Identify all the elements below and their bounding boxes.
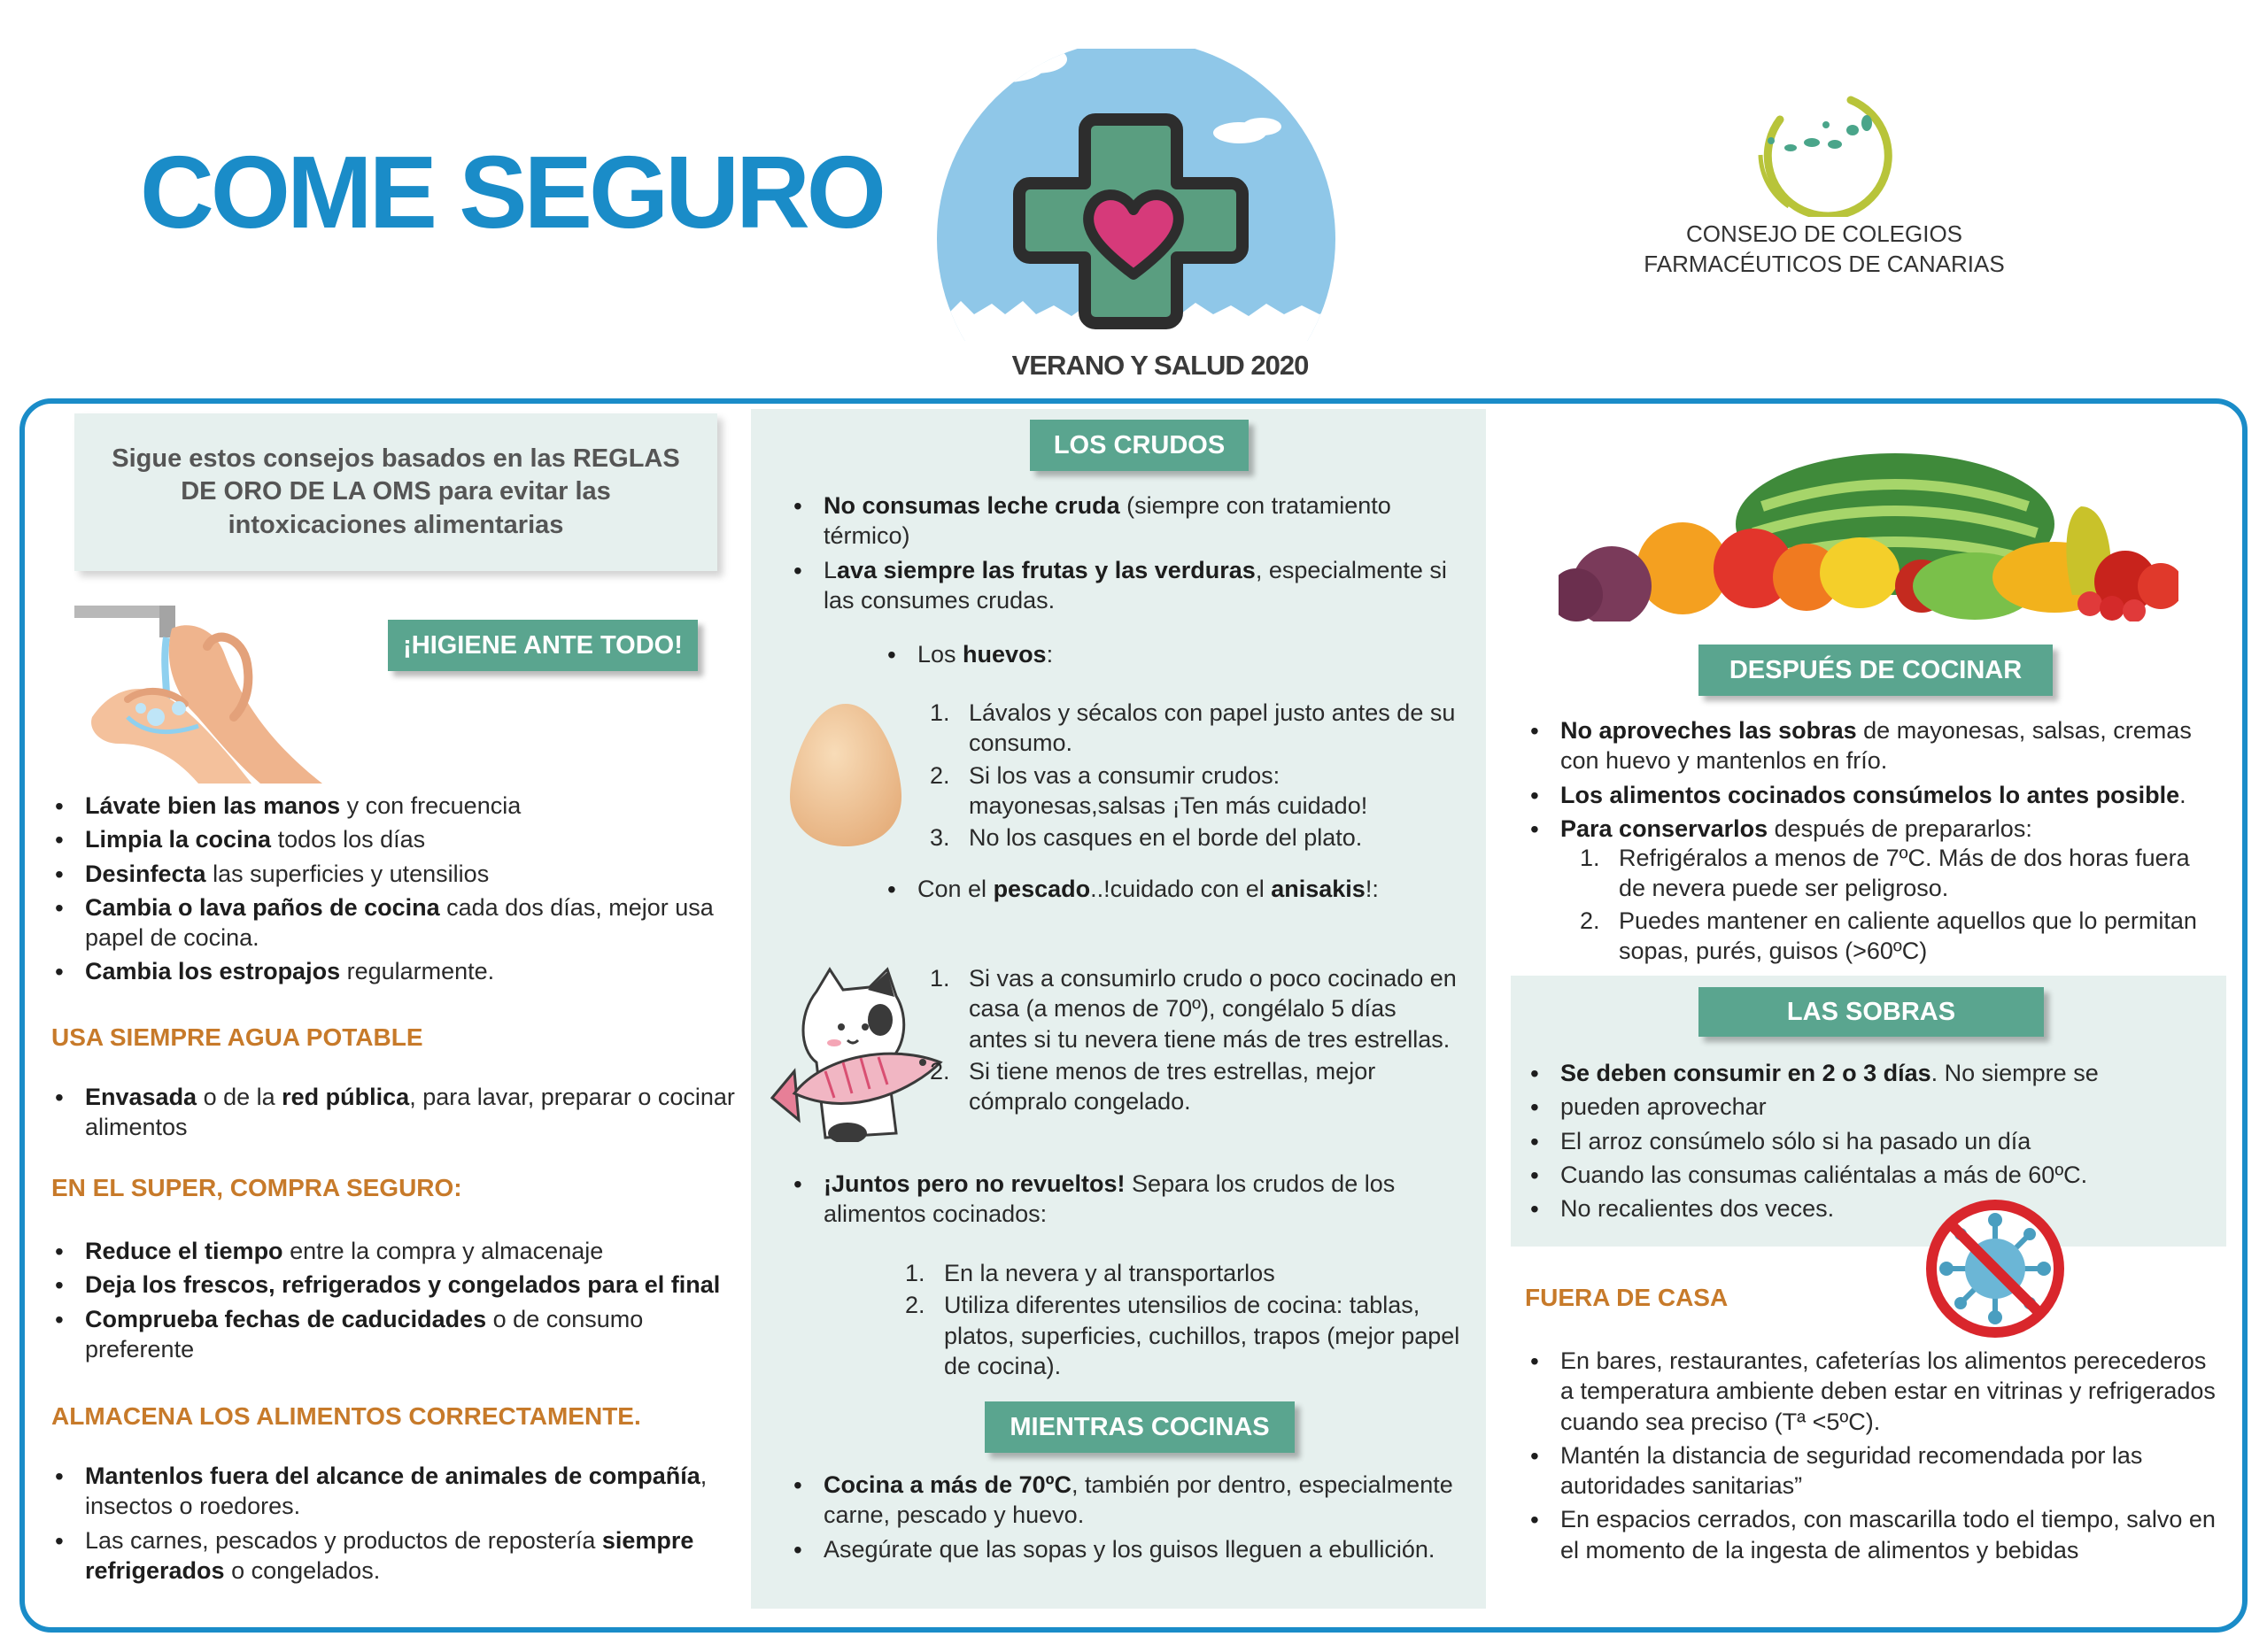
list-item: • Asegúrate que las sopas y los guisos lleguen a ebullición. (788, 1534, 1470, 1564)
heading-agua: USA SIEMPRE AGUA POTABLE (51, 1023, 423, 1051)
tag-higiene: ¡HIGIENE ANTE TODO! (388, 620, 698, 671)
list-item: 1. Si vas a consumirlo crudo o poco cocinado en casa (a menos de 70º), congélalo 5 días antes si tu nevera tiene más de tres estrellas. (930, 965, 1457, 1053)
crudos-list (788, 490, 1470, 619)
list-item: • Cuando las consumas caliéntalas a más de 60ºC. (1525, 1160, 2216, 1190)
list-item: 2. Utiliza diferentes utensilios de cocina: tablas, platos, superficies, cuchillos, trapos (mejor papel de cocina). (905, 1292, 1460, 1379)
tag-mientras-cocinas: MIENTRAS COCINAS (985, 1401, 1295, 1453)
list-item: 2. Puedes mantener en caliente aquellos que lo permitan sopas, purés, guisos (>60ºC) (1580, 907, 2197, 964)
list-item: 1. En la nevera y al transportarlos (905, 1260, 1275, 1286)
huevos-bullet (882, 639, 1449, 673)
egg-illustration (788, 699, 903, 850)
list-item: • No consumas leche cruda (siempre con tratamiento térmico) (788, 490, 1470, 552)
tag-crudos: LOS CRUDOS (1030, 420, 1249, 471)
almacena-list (50, 1461, 731, 1589)
list-item: 1. Lávalos y sécalos con papel justo antes de su consumo. (930, 699, 1456, 757)
huevos-steps (930, 698, 1461, 854)
page-title: COME SEGURO (140, 135, 883, 250)
cat-fish-illustration (763, 965, 958, 1142)
list-item: • Los huevos: (882, 639, 1449, 669)
tag-despues-de-cocinar: DESPUÉS DE COCINAR (1698, 645, 2053, 696)
list-item: • Reduce el tiempo entre la compra y almacenaje (50, 1236, 749, 1266)
pescado-steps (930, 963, 1461, 1118)
list-item: • Con el pescado..!cuidado con el anisakis!: (882, 874, 1449, 904)
mientras-list (788, 1470, 1470, 1568)
list-item: • ¡Juntos pero no revueltos! Separa los crudos de los alimentos cocinados: (788, 1169, 1461, 1230)
higiene-list (50, 791, 749, 991)
list-item: • No aproveches las sobras de mayonesas, salsas, cremas con huevo y mantenlos en frío. (1525, 715, 2216, 776)
heading-super: EN EL SUPER, COMPRA SEGURO: (51, 1174, 462, 1201)
sobras-list (1525, 1058, 2216, 1227)
list-item: • Comprueba fechas de caducidades o de consumo preferente (50, 1304, 749, 1365)
juntos-steps (905, 1258, 1472, 1383)
list-item: • Cambia los estropajos regularmente. (50, 956, 749, 986)
logo-caption: VERANO Y SALUD 2020 (1011, 350, 1309, 381)
list-item: • Lava siempre las frutas y las verduras, especialmente si las consumes crudas. (788, 555, 1470, 616)
list-item: • Se deben consumir en 2 o 3 días. No siempre se (1525, 1058, 2216, 1088)
list-item: 3. No los casques en el borde del plato. (930, 824, 1363, 852)
list-item: • Para conservarlos después de prepararlos: (1525, 814, 2216, 844)
intro-box: Sigue estos consejos basados en las REGLAS DE ORO DE LA OMS para evitar las intoxicaciones alimentarias (74, 413, 717, 571)
verano-salud-logo (921, 49, 1381, 385)
pescado-bullet (882, 874, 1449, 907)
fuera-list (1525, 1346, 2224, 1569)
council-name: CONSEJO DE COLEGIOS FARMACÉUTICOS DE CANARIAS (1644, 220, 2005, 277)
agua-list (50, 1082, 749, 1146)
no-virus-icon (1920, 1193, 2070, 1344)
list-item: • Mantenlos fuera del alcance de animales de compañía, insectos o roedores. (50, 1461, 731, 1522)
list-item: • Las carnes, pescados y productos de repostería siempre refrigerados o congelados. (50, 1525, 731, 1586)
fruits-illustration (1559, 453, 2178, 621)
list-item: 1. Refrigéralos a menos de 7ºC. Más de dos horas fuera de nevera puede ser peligroso. (1580, 845, 2190, 902)
super-list (50, 1236, 749, 1368)
list-item: • Mantén la distancia de seguridad recomendada por las autoridades sanitarias” (1525, 1440, 2224, 1501)
hand-washing-illustration (74, 602, 340, 788)
list-item: • Cambia o lava paños de cocina cada dos días, mejor usa papel de cocina. (50, 892, 749, 953)
list-item: • Lávate bien las manos y con frecuencia (50, 791, 749, 821)
list-item: • Desinfecta las superficies y utensilios (50, 859, 749, 889)
list-item: 2. Si tiene menos de tres estrellas, mejor cómpralo congelado. (930, 1057, 1376, 1115)
heading-fuera-de-casa: FUERA DE CASA (1525, 1284, 1729, 1311)
despues-list (1525, 715, 2216, 847)
list-item: • Los alimentos cocinados consúmelos lo antes posible. (1525, 780, 2216, 810)
list-item: • pueden aprovechar (1525, 1092, 2216, 1122)
juntos-list (788, 1169, 1461, 1233)
list-item: • En bares, restaurantes, cafeterías los alimentos perecederos a temperatura ambiente deben estar en vitrinas y refrigerados cuando sea preciso (Tª <5ºC). (1525, 1346, 2224, 1437)
list-item: • En espacios cerrados, con mascarilla todo el tiempo, salvo en el momento de la ingesta de alimentos y bebidas (1525, 1504, 2224, 1565)
tag-las-sobras: LAS SOBRAS (1698, 987, 2044, 1037)
list-item: 2. Si los vas a consumir crudos: mayonesas,salsas ¡Ten más cuidado! (930, 761, 1368, 819)
heading-almacena: ALMACENA LOS ALIMENTOS CORRECTAMENTE. (51, 1402, 641, 1430)
list-item: • El arroz consúmelo sólo si ha pasado un día (1525, 1126, 2216, 1156)
list-item: • Limpia la cocina todos los días (50, 824, 749, 854)
despues-steps (1580, 843, 2200, 968)
list-item: • No recalientes dos veces. (1525, 1193, 2216, 1224)
list-item: • Envasada o de la red pública, para lavar, preparar o cocinar alimentos (50, 1082, 749, 1143)
list-item: • Cocina a más de 70ºC, también por dentro, especialmente carne, pescado y huevo. (788, 1470, 1470, 1531)
council-logo (1753, 84, 1895, 217)
list-item: • Deja los frescos, refrigerados y congelados para el final (50, 1270, 749, 1300)
